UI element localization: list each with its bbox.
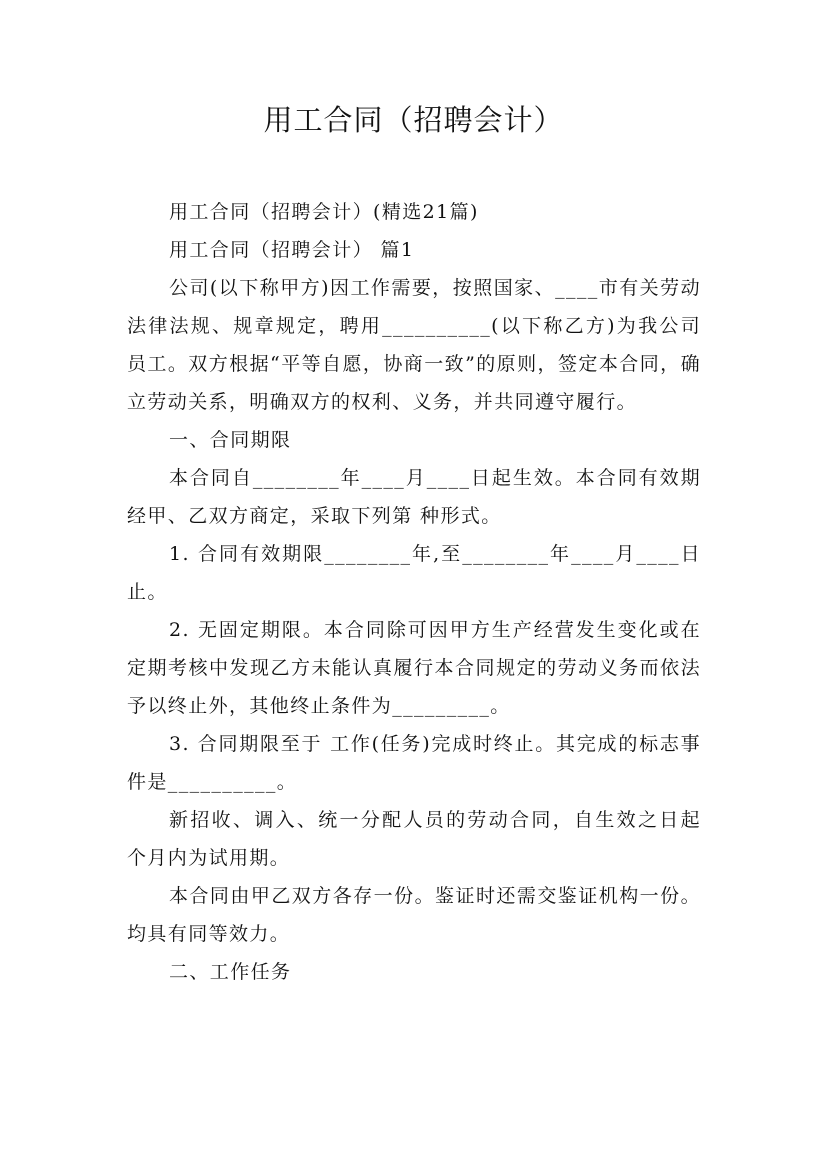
intro-paragraph: 公司(以下称甲方)因工作需要，按照国家、____市有关劳动法律法规、规章规定，聘用__________(以下称乙方)为我公司员工。双方根据“平等自愿，协商一致”的原则，签定本合同，确立劳动关系，明确双方的权利、义务，并共同遵守履行。 xyxy=(127,277,701,413)
term-paragraph: 本合同自________年____月____日起生效。本合同有效期经甲、乙双方商定，采取下列第 种形式。 xyxy=(127,467,701,527)
article-heading: 用工合同（招聘会计） 篇1 xyxy=(169,239,415,261)
term-option-1: 1. 合同有效期限________年,至________年____月____日止。 xyxy=(127,543,701,603)
term-option-3: 3. 合同期限至于 工作(任务)完成时终止。其完成的标志事件是__________。 xyxy=(127,733,701,793)
copies-paragraph: 本合同由甲乙双方各存一份。鉴证时还需交鉴证机构一份。均具有同等效力。 xyxy=(127,885,701,945)
section-heading-tasks: 二、工作任务 xyxy=(169,961,292,983)
term-option-2: 2. 无固定期限。本合同除可因甲方生产经营发生变化或在定期考核中发现乙方未能认真履行本合同规定的劳动义务而依法予以终止外，其他终止条件为_________。 xyxy=(127,619,701,717)
collection-heading: 用工合同（招聘会计）(精选21篇) xyxy=(169,201,479,223)
section-heading-term: 一、合同期限 xyxy=(169,429,292,451)
probation-paragraph: 新招收、调入、统一分配人员的劳动合同，自生效之日起 个月内为试用期。 xyxy=(127,809,701,869)
document-body xyxy=(127,193,701,991)
document-title: 用工合同（招聘会计） xyxy=(263,103,564,137)
